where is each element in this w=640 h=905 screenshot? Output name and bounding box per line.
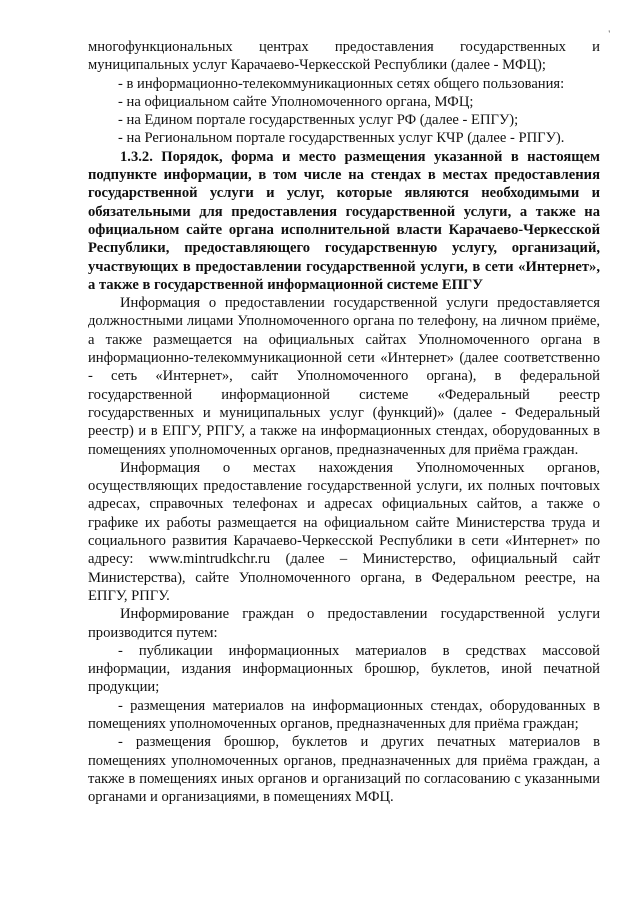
- list-item: - на Региональном портале государственных услуг КЧР (далее - РПГУ).: [118, 130, 565, 147]
- paragraph-info-provision: Информация о предоставлении государственной услуги предоставляется должностными лицами Уполномоченного органа по телефону, на личном приёме, а также размещается на официальных сайтах Уполномоченного органа в информационно-телекоммуникационной сети «Интернет» (далее соответственно - сеть «Интернет», сайт Уполномоченного органа), в федеральной государственной информационной системе «Федеральный реестр государственных и муниципальных услуг (функций)» (далее - Федеральный реестр) и в ЕПГУ, РПГУ, а также на информационных стендах, оборудованных в помещениях уполномоченных органов, предназначенных для приёма граждан.: [88, 295, 600, 458]
- list-item: - на официальном сайте Уполномоченного органа, МФЦ;: [118, 93, 474, 110]
- list-item: - размещения брошюр, буклетов и других печатных материалов в помещениях уполномоченных органов, предназначенных для приёма граждан, а также в помещениях иных органов и организаций по согласованию с указанными органами и организациями, в помещениях МФЦ.: [88, 734, 600, 806]
- corner-mark: ': [608, 29, 610, 39]
- section-heading-1-3-2: 1.3.2. Порядок, форма и место размещения указанной в настоящем подпункте информации, в том числе на стендах в местах предоставления государственной услуги и услуг, которые являются необходимыми и обязательными для предоставления государственной услуги, а также на официальном сайте органа исполнительной власти Карачаево-Черкесской Республики, предоставляющего государственную услугу, организаций, участвующих в предоставлении государственной услуги, в сети «Интернет», а также в государственной информационной системе ЕПГУ: [88, 148, 600, 293]
- paragraph-informing-methods: Информирование граждан о предоставлении государственной услуги производится путем:: [88, 606, 600, 641]
- list-item: - публикации информационных материалов в средствах массовой информации, издания информационных брошюр, буклетов, иной печатной продукции;: [88, 642, 600, 696]
- paragraph-mfc: многофункциональных центрах предоставления государственных и муниципальных услуг Карачаево-Черкесской Республики (далее - МФЦ);: [88, 39, 600, 74]
- list-item: - на Едином портале государственных услуг РФ (далее - ЕПГУ);: [118, 112, 519, 129]
- list-item: - размещения материалов на информационных стендах, оборудованных в помещениях уполномоченных органов, предназначенных для приёма граждан;: [88, 697, 600, 732]
- paragraph-info-locations: Информация о местах нахождения Уполномоченных органов, осуществляющих предоставление государственной услуги, их полных почтовых адресах, справочных телефонах и адресах официальных сайтов, а также о графике их работы размещается на официальном сайте Министерства труда и социального развития Карачаево-Черкесской Республики в сети «Интернет» по адресу: www.mintrudkchr.ru (далее – Министерство, официальный сайт Министерства), сайте Уполномоченного органа, в Федеральном реестре, на ЕПГУ, РПГУ.: [88, 459, 600, 604]
- list-item: - в информационно-телекоммуникационных сетях общего пользования:: [118, 75, 565, 92]
